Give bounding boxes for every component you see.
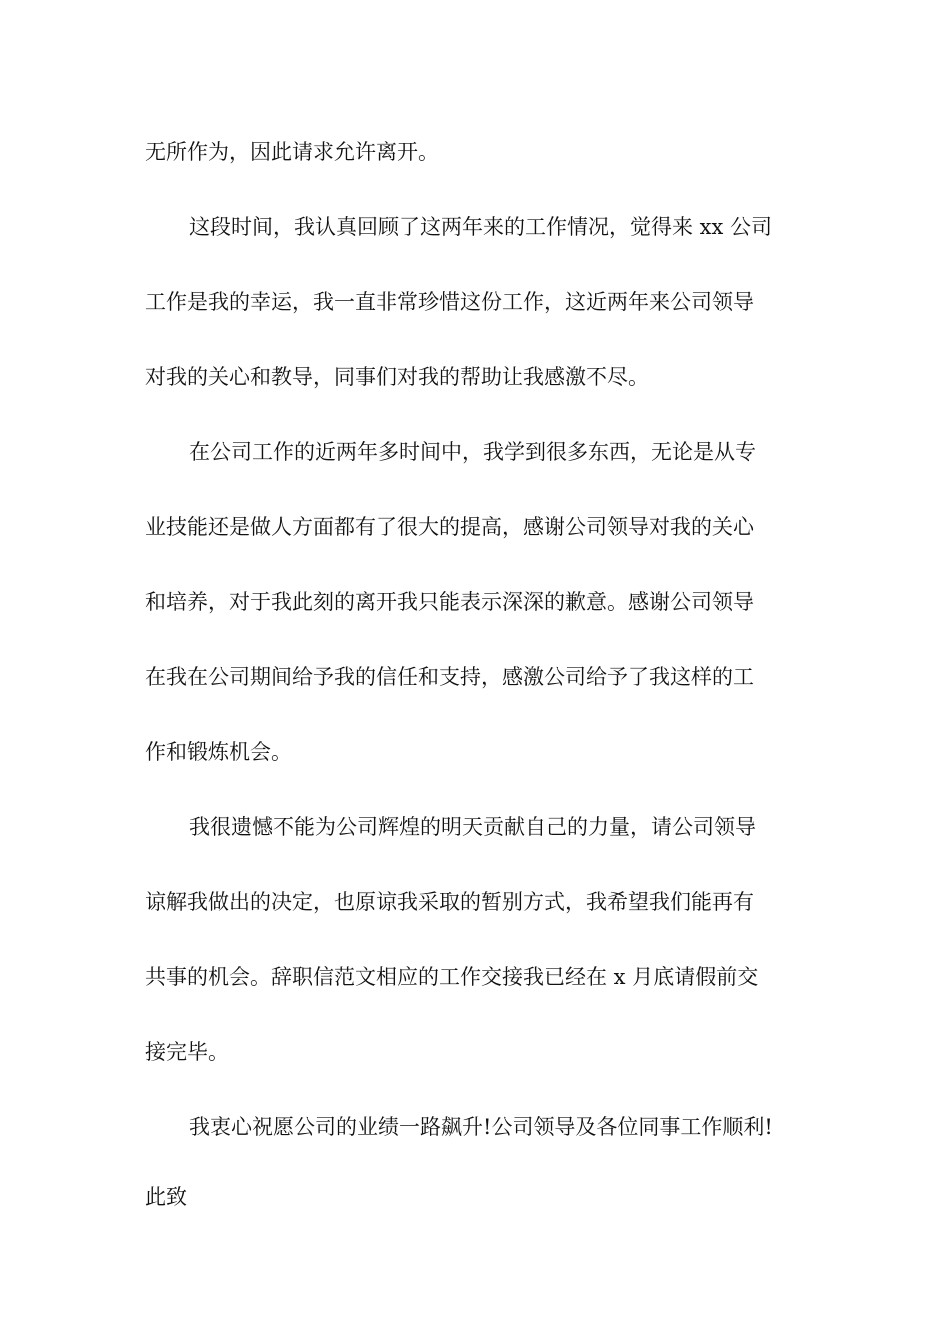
paragraph-line: 和培养，对于我此刻的离开我只能表示深深的歉意。感谢公司领导 (145, 590, 754, 614)
paragraph-line: 业技能还是做人方面都有了很大的提高，感谢公司领导对我的关心 (145, 515, 754, 539)
paragraph-line: 我衷心祝愿公司的业绩一路飙升!公司领导及各位同事工作顺利! (189, 1115, 773, 1139)
paragraph-line: 在我在公司期间给予我的信任和支持，感激公司给予了我这样的工 (145, 665, 754, 689)
paragraph-line: 无所作为，因此请求允许离开。 (145, 140, 439, 164)
paragraph-line: 我很遗憾不能为公司辉煌的明天贡献自己的力量，请公司领导 (189, 815, 756, 839)
paragraph-line: 对我的关心和教导，同事们对我的帮助让我感激不尽。 (145, 365, 649, 389)
closing-line: 此致 (145, 1185, 187, 1209)
paragraph-line: 谅解我做出的决定，也原谅我采取的暂别方式，我希望我们能再有 (145, 890, 754, 914)
paragraph-line: 共事的机会。辞职信范文相应的工作交接我已经在 x 月底请假前交 (145, 965, 759, 989)
paragraph-line: 接完毕。 (145, 1040, 229, 1064)
paragraph-line: 在公司工作的近两年多时间中，我学到很多东西，无论是从专 (189, 440, 756, 464)
paragraph-line: 作和锻炼机会。 (145, 740, 292, 764)
paragraph-line: 工作是我的幸运，我一直非常珍惜这份工作，这近两年来公司领导 (145, 290, 754, 314)
paragraph-line: 这段时间，我认真回顾了这两年来的工作情况，觉得来 xx 公司 (189, 215, 773, 239)
